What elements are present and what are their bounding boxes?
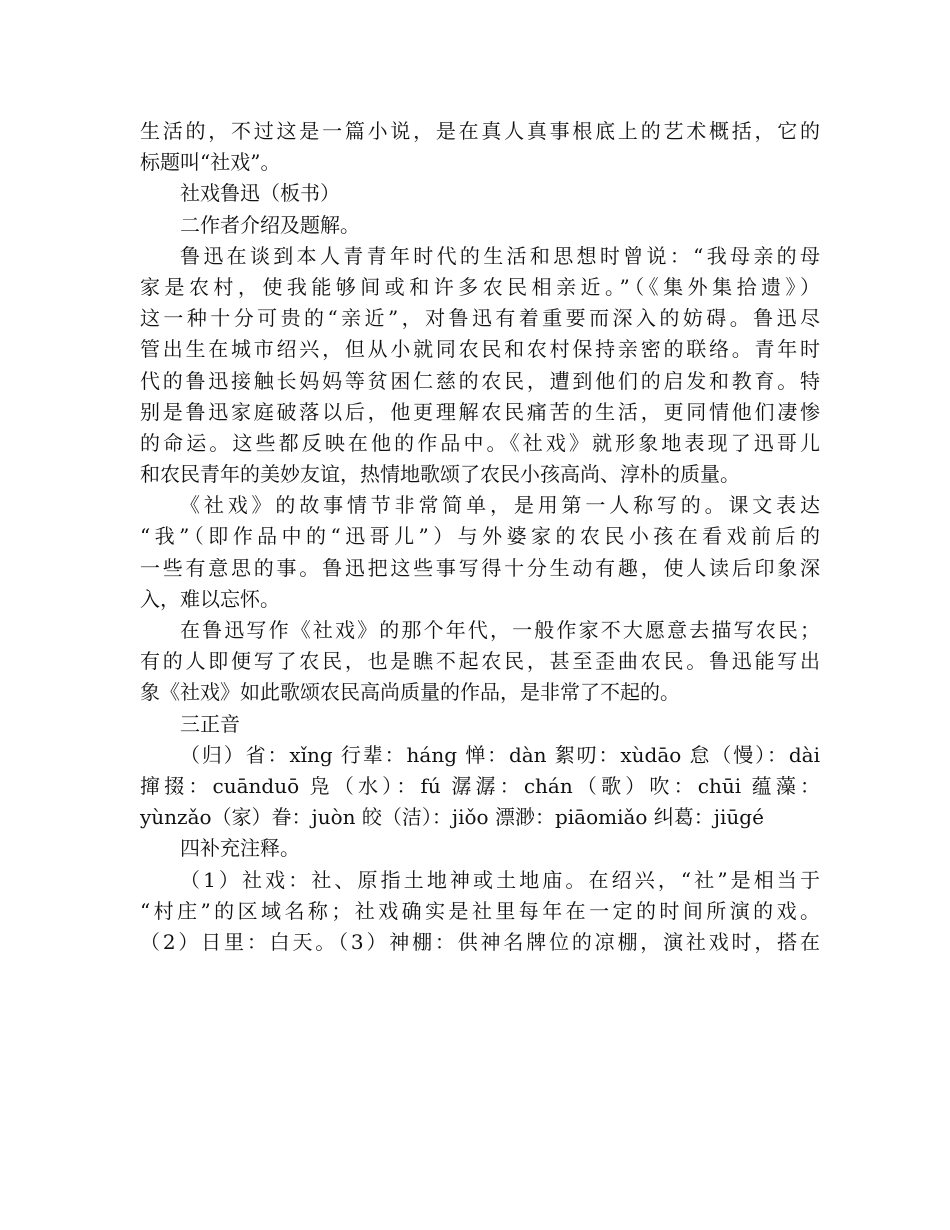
text-line: 一些有意思的事。鲁迅把这些事写得十分生动有趣，使人读后印象深 [140,555,820,580]
text-line: 代的鲁迅接触长妈妈等贫困仁慈的农民，遭到他们的启发和教育。特 [140,368,820,393]
text-line: yùnzǎo（家）眷：juòn 皎（洁）：jiǒo 漂渺：piāomiǎo 纠葛：jiūgé [140,805,764,830]
text-line: 三正音 [180,711,240,736]
text-line: （2）日里：白天。（3）神棚：供神名牌位的凉棚，演社戏时，搭在 [140,929,820,954]
text-line: 生活的，不过这是一篇小说，是在真人真事根底上的艺术概括，它的 [140,119,820,143]
text-line: 家是农村，使我能够间或和许多农民相亲近。”（《集外集拾遗》） [140,274,820,299]
text-line: 二作者介绍及题解。 [180,212,360,237]
text-line: 《社戏》的故事情节非常简单，是用第一人称写的。课文表达 [180,493,820,518]
text-line: “我”（即作品中的“迅哥儿”）与外婆家的农民小孩在看戏前后的 [140,524,820,549]
text-line: 在鲁迅写作《社戏》的那个年代，一般作家不大愿意去描写农民； [180,618,820,642]
text-line: 这一种十分可贵的“亲近”，对鲁迅有着重要而深入的妨碍。鲁迅尽 [140,306,820,331]
text-line: 和农民青年的美妙友谊，热情地歌颂了农民小孩高尚、淳朴的质量。 [140,462,740,487]
text-line: 的命运。这些都反映在他的作品中。《社戏》就形象地表现了迅哥儿 [140,430,820,455]
text-line: 四补充注释。 [180,836,300,861]
text-line: 社戏鲁迅（板书） [180,181,340,206]
text-line: （归）省：xǐng 行辈：háng 惮：dàn 絮叨：xùdāo 怠（慢）：dài [180,742,820,767]
text-line: 管出生在城市绍兴，但从小就同农民和农村保持亲密的联络。青年时 [140,337,820,362]
body-text [140,116,820,958]
text-line: 撺掇：cuānduō 凫（水）：fú 潺潺：chán（歌）吹：chūi 蕴藻： [140,773,820,798]
text-line: “村庄”的区域名称；社戏确实是社里每年在一定的时间所演的戏。 [140,898,820,923]
text-line: 别是鲁迅家庭破落以后，他更理解农民痛苦的生活，更同情他们凄惨 [140,399,820,424]
text-line: 标题叫“社戏”。 [140,150,281,175]
text-line: 入，难以忘怀。 [140,586,280,611]
text-line: 鲁迅在谈到本人青青年时代的生活和思想时曾说：“我母亲的母 [180,243,820,268]
text-line: 象《社戏》如此歌颂农民高尚质量的作品，是非常了不起的。 [140,680,680,705]
text-line: 有的人即便写了农民，也是瞧不起农民，甚至歪曲农民。鲁迅能写出 [140,649,820,674]
text-line: （1）社戏：社、原指土地神或土地庙。在绍兴，“社”是相当于 [180,867,820,892]
